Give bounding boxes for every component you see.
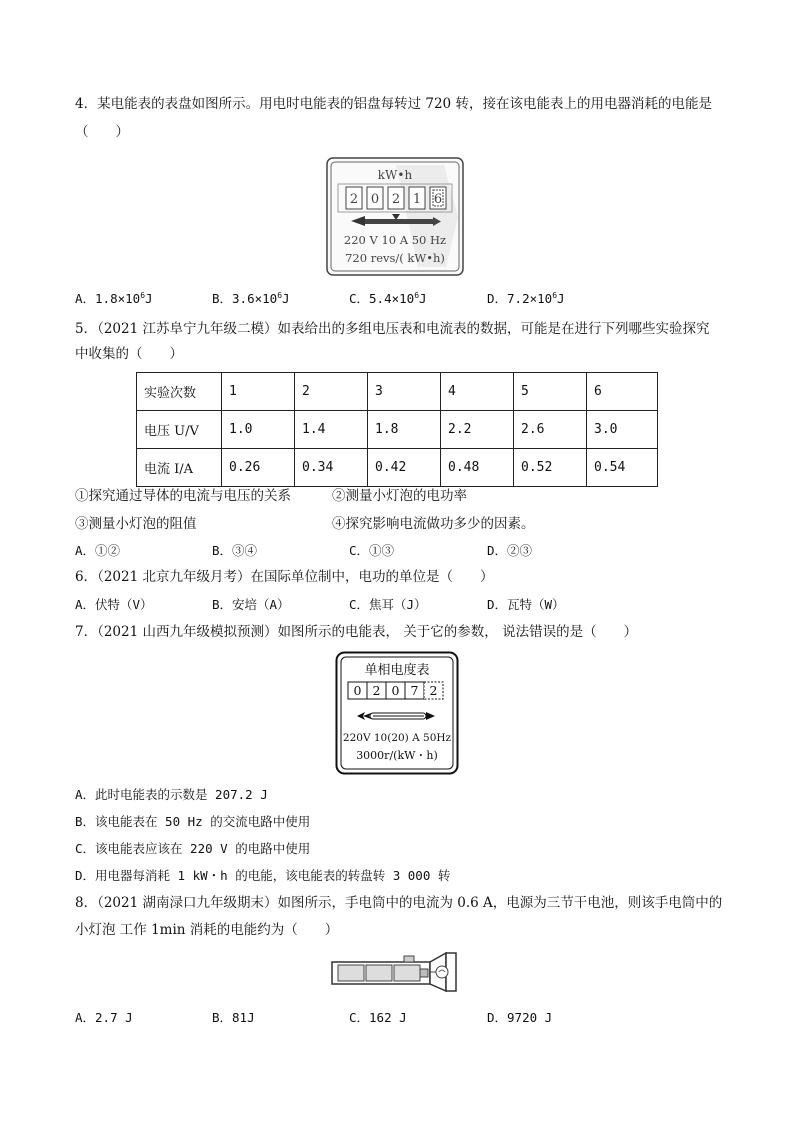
table-cell: 3 (368, 373, 441, 411)
q5-statement-3: ③测量小灯泡的阻值 (75, 516, 197, 532)
q5-option-a[interactable]: A．①② (75, 543, 121, 558)
table-cell: 6 (587, 373, 658, 411)
table-cell: 0.34 (295, 449, 368, 487)
q8-option-b[interactable]: B．81J (212, 1010, 255, 1025)
q5-option-d[interactable]: D．②③ (487, 543, 533, 558)
q5-stem-line1: 5．（2021 江苏阜宁九年级二模）如表给出的多组电压表和电流表的数据，可能是在进行下列哪些实验探究 (75, 321, 710, 337)
q6-option-b[interactable]: B．安培（A） (212, 597, 290, 612)
q4-option-b[interactable]: B．$3.6\times 10^6J$ (212, 290, 290, 306)
q8-option-d[interactable]: D．9720 J (487, 1010, 553, 1025)
q6-option-c[interactable]: C．焦耳（J） (349, 597, 427, 612)
table-cell: 1.8 (368, 411, 441, 449)
table-cell: 1.0 (222, 411, 295, 449)
q4-meter-spec1: 220 V 10 A 50 Hz (343, 233, 447, 247)
table-cell: 0.54 (587, 449, 658, 487)
table-cell: 0.52 (514, 449, 587, 487)
q7-digit-3: 0 (391, 683, 400, 698)
q8-option-a[interactable]: A．2.7 J (75, 1010, 133, 1025)
table-header-cell: 电压 U/V (137, 411, 222, 449)
q8-stem-line1: 8．（2021 湖南渌口九年级期末）如图所示，手电筒中的电流为 0.6 A，电源为三节干电池，则该手电筒中的 (75, 895, 723, 911)
table-cell: 2 (295, 373, 368, 411)
table-cell: 0.42 (368, 449, 441, 487)
q5-statement-2: ②测量小灯泡的电功率 (332, 488, 467, 504)
q7-meter-title: 单相电度表 (364, 663, 430, 678)
q5-data-table (136, 372, 658, 487)
table-cell: 0.48 (441, 449, 514, 487)
table-cell: 5 (514, 373, 587, 411)
table-header-cell: 电流 I/A (137, 449, 222, 487)
table-cell: 2.2 (441, 411, 514, 449)
q4-option-a[interactable]: A．$1.8\times 10^6J$ (75, 290, 153, 306)
q7-option-d[interactable]: D．用电器每消耗 1 kW・h 的电能，该电能表的转盘转 3 000 转 (75, 868, 451, 883)
q7-meter-spec2: 3000r/(kW・h) (356, 749, 438, 762)
q7-meter-figure (335, 651, 459, 775)
q5-option-b[interactable]: B．③④ (212, 543, 258, 558)
q6-option-d[interactable]: D．瓦特（W） (487, 597, 565, 612)
q4-option-d[interactable]: D．$7.2\times 10^6J$ (487, 290, 565, 306)
q7-digit-4: 7 (410, 683, 419, 698)
q6-stem: 6．（2021 北京九年级月考）在国际单位制中，电功的单位是（ ） (75, 569, 494, 585)
table-cell: 3.0 (587, 411, 658, 449)
q8-flashlight-figure (330, 950, 462, 994)
q5-statement-1: ①探究通过导体的电流与电压的关系 (75, 488, 291, 504)
q7-option-b[interactable]: B．该电能表在 50 Hz 的交流电路中使用 (75, 814, 311, 829)
q4-digit-3: 2 (391, 192, 401, 207)
q4-option-c[interactable]: C．$5.4\times 10^6J$ (349, 290, 427, 306)
q5-option-c[interactable]: C．①③ (349, 543, 395, 558)
q4-meter-figure (326, 157, 464, 276)
q7-digit-1: 0 (353, 683, 362, 698)
q4-digit-5: 6 (433, 192, 443, 207)
q4-digit-1: 2 (349, 192, 359, 207)
table-cell: 2.6 (514, 411, 587, 449)
q4-digit-2: 0 (370, 192, 380, 207)
q7-digit-2: 2 (372, 683, 381, 698)
q7-option-a[interactable]: A．此时电能表的示数是 207.2 J (75, 787, 268, 802)
table-row (137, 411, 658, 449)
table-cell: 4 (441, 373, 514, 411)
table-cell: 0.26 (222, 449, 295, 487)
q7-stem: 7．（2021 山西九年级模拟预测）如图所示的电能表， 关于它的参数， 说法错误的是（ ） (75, 624, 638, 640)
q4-stem-line1: 4．某电能表的表盘如图所示。用电时电能表的铝盘每转过 720 转，接在该电能表上的用电器消耗的电能是 (75, 96, 712, 112)
table-cell: 1.4 (295, 411, 368, 449)
q7-option-c[interactable]: C．该电能表应该在 220 V 的电路中使用 (75, 841, 311, 856)
q8-stem-line2: 小灯泡 工作 1min 消耗的电能约为（ ） (75, 922, 339, 938)
q4-digit-4: 1 (412, 192, 422, 207)
q8-option-c[interactable]: C．162 J (349, 1010, 407, 1025)
q7-meter-spec1: 220V 10(20) A 50Hz (342, 732, 452, 744)
table-row (137, 449, 658, 487)
table-row (137, 373, 658, 411)
q4-meter-unit: kW•h (377, 168, 413, 182)
q7-digit-5: 2 (429, 683, 438, 698)
q6-option-a[interactable]: A．伏特（V） (75, 597, 153, 612)
table-header-cell: 实验次数 (137, 373, 222, 411)
q5-statement-4: ④探究影响电流做功多少的因素。 (332, 516, 535, 532)
q4-meter-spec2: 720 revs/( kW•h) (345, 251, 445, 265)
q4-stem-line2: （ ） (75, 124, 129, 140)
q5-stem-line2: 中收集的（ ） (75, 346, 183, 362)
table-cell: 1 (222, 373, 295, 411)
